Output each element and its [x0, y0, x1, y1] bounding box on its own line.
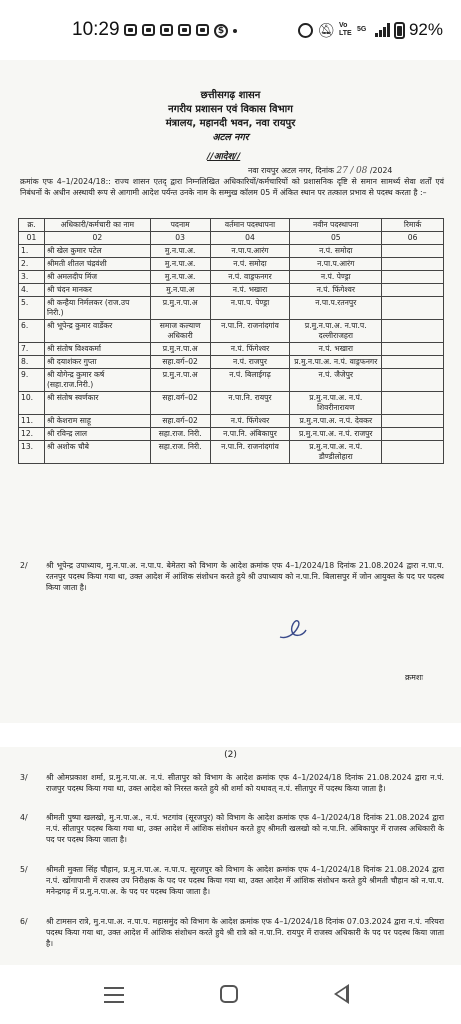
employee-name: श्री संतोष स्वर्णकार — [44, 392, 150, 415]
notification-app-icon — [178, 24, 191, 36]
date-prefix: नवा रायपुर अटल नगर, दिनांक — [248, 166, 334, 175]
remark — [382, 271, 444, 284]
employee-name: श्री रविन्द्र लाल — [44, 428, 150, 441]
col-number: 03 — [150, 232, 210, 245]
para-text: श्री भूपेन्द्र उपाध्याय, मु.न.पा.अ. न.पा.प. बेमेतरा को विभाग के आदेश क्रमांक एफ 4–1/2024/18 दिनांक 21.08.2024 द्वारा न.पा.प. रतनपुर पदस्थ किया गया था, उक्त आदेश में आंशिक संशोधन करते हुये श्री उपाध्याय को न.पा.नि. बिलासपुर में जोन आयुक्त के पद पर पदस्थ किया जाता है। — [46, 561, 444, 592]
table-row — [19, 415, 444, 428]
table-row — [19, 392, 444, 415]
para-number: 6/ — [20, 917, 28, 926]
employee-name: श्री चंदन मानकर — [44, 284, 150, 297]
table-colnum-row — [19, 232, 444, 245]
para-text: श्रीमती मुक्ता सिंह चौहान, प्र.मु.न.पा.अ. न.पा.प. सूरजपुर को विभाग के आदेश क्रमांक एफ 4–1/2024/18 दिनांक 21.08.2024 द्वारा न.पं. खोंगापानी में राजस्व उप निरीक्षक के पद पर पदस्थ किया गया था, उक्त आदेश में आंशिक संशोधन करते हुये श्रीमती चौहान को न.पा.प. मनेन्द्रगढ़ में प्र.मु.न.पा.अ. के पद पर पदस्थ किया जाता है। — [46, 865, 444, 896]
new-posting: प्र.मु.न.पा.अ. न.पं. डौण्डीलोहारा — [290, 441, 382, 464]
remark — [382, 428, 444, 441]
col-number: 02 — [44, 232, 150, 245]
more-notifications-dot-icon — [233, 29, 237, 33]
header-city: अटल नगर — [212, 132, 249, 143]
remark — [382, 441, 444, 464]
remark — [382, 320, 444, 343]
new-posting: न.पा.प.रतनपुर — [290, 297, 382, 320]
new-posting: न.पं. जैजेपुर — [290, 369, 382, 392]
row-number: 2. — [19, 258, 45, 271]
date-day: 27 — [336, 166, 348, 176]
remark — [382, 297, 444, 320]
row-number: 6. — [19, 320, 45, 343]
order-intro: क्रमांक एफ 4–1/2024/18:: राज्य शासन एतद् द्वारा निम्नलिखित अधिकारियों/कर्मचारियों को प्रशासनिक दृष्टि से समान सामर्थ्य सेवा शर्तों एवं निबंधनों के अधीन अस्थायी रूप से आगामी आदेश पर्यन्त उनके नाम के सम्मुख कॉलम 05 में अंकित स्थान पर तत्काल प्रभाव से पदस्थ करता है :– — [20, 177, 444, 197]
new-posting: न.पं. फिंगेश्वर — [290, 284, 382, 297]
current-posting: न.पं. फिंगेश्वर — [210, 415, 290, 428]
table-row — [19, 320, 444, 343]
current-posting: न.पं. समोदा — [210, 258, 290, 271]
status-bar — [0, 0, 461, 60]
employee-name: श्री भूपेन्द्र कुमार वार्डेकर — [44, 320, 150, 343]
volte-indicator: Vo LTE — [338, 22, 352, 37]
row-number: 12. — [19, 428, 45, 441]
table-row — [19, 441, 444, 464]
new-posting: प्र.मु.न.पा.अ. न.पं. देवकर — [290, 415, 382, 428]
table-row — [19, 356, 444, 369]
col-header: नवीन पदस्थापना — [290, 219, 382, 232]
designation: सहा.राज. निरी. — [150, 441, 210, 464]
new-posting: प्र.मु.न.पा.अ. न.पं. राजपुर — [290, 428, 382, 441]
battery-icon — [394, 22, 405, 39]
date-year: /2024 — [369, 166, 393, 175]
employee-name: श्री संतोष विश्वकर्मा — [44, 343, 150, 356]
col-header: पदनाम — [150, 219, 210, 232]
header-ministry: मंत्रालय, महानदी भवन, नवा रायपुर — [165, 118, 296, 129]
employee-name: श्रीमती शीतल चंद्रवंशी — [44, 258, 150, 271]
table-row — [19, 428, 444, 441]
document-page[interactable] — [0, 60, 461, 965]
table-row — [19, 271, 444, 284]
notification-app-icon — [142, 24, 155, 36]
dollar-icon: $ — [214, 24, 228, 38]
para-text: श्रीमती पुष्पा खलखो, मु.न.पा.अ., न.पं. भटगांव (सूरजपुर) को विभाग के आदेश क्रमांक एफ 4–1/2024/18 दिनांक 21.08.2024 द्वारा न.पं. सीतापुर पदस्थ किया गया था, उक्त आदेश में आंशिक संशोधन करते हुए श्रीमती खलखो को न.पा.नि. अंबिकापुर में राजस्व अधिकारी के पद पर पदस्थ किया जाता है। — [46, 813, 444, 844]
new-posting: न.पा.प.आरंग — [290, 258, 382, 271]
signal-icon — [375, 23, 390, 37]
new-posting: प्र.मु.न.पा.अ. न.पा.प. दल्लीराजहरा — [290, 320, 382, 343]
col-number: 04 — [210, 232, 290, 245]
posting-table — [18, 218, 444, 464]
current-posting: न.पा.नि. राजनांदगांव — [210, 441, 290, 464]
network-type: 5G — [356, 26, 367, 33]
row-number: 10. — [19, 392, 45, 415]
recents-icon[interactable] — [104, 987, 124, 1003]
table-row — [19, 369, 444, 392]
current-posting: न.पा.प.आरंग — [210, 245, 290, 258]
current-posting: न.पा.प. पेण्ड्रा — [210, 297, 290, 320]
remark — [382, 245, 444, 258]
designation: मु.न.पा.अ. — [150, 258, 210, 271]
remark — [382, 356, 444, 369]
current-posting: न.पं. राजपुर — [210, 356, 290, 369]
designation: सहा.राज. निरी. — [150, 428, 210, 441]
para-number: 5/ — [20, 865, 28, 874]
new-posting: न.पं. पेण्ड्रा — [290, 271, 382, 284]
row-number: 5. — [19, 297, 45, 320]
current-posting: न.पं. बिलाईगढ़ — [210, 369, 290, 392]
designation: सहा.वर्ग–02 — [150, 392, 210, 415]
back-icon[interactable] — [334, 984, 349, 1004]
para-number: 4/ — [20, 813, 28, 822]
designation: सहा.वर्ग–02 — [150, 415, 210, 428]
table-row — [19, 258, 444, 271]
employee-name: श्री दयाशंकर गुप्ता — [44, 356, 150, 369]
designation: प्र.मु.न.पा.अ — [150, 343, 210, 356]
row-number: 13. — [19, 441, 45, 464]
row-number: 9. — [19, 369, 45, 392]
designation: मु.न.पा.अ. — [150, 245, 210, 258]
designation: समाज कल्याण अधिकारी — [150, 320, 210, 343]
employee-name: श्री योगेन्द्र कुमार कर्ष (सहा.राज.निरी.) — [44, 369, 150, 392]
notification-app-icon — [124, 24, 137, 36]
header-govt: छत्तीसगढ़ शासन — [200, 90, 261, 101]
para-2 — [20, 560, 444, 593]
remark — [382, 392, 444, 415]
remark — [382, 415, 444, 428]
new-posting: प्र.मु.न.पा.अ. न.पं. शिवरीनारायण — [290, 392, 382, 415]
row-number: 8. — [19, 356, 45, 369]
order-date: नवा रायपुर अटल नगर, दिनांक 27 / 08 /2024 — [248, 166, 393, 176]
remark — [382, 258, 444, 271]
col-number: 05 — [290, 232, 382, 245]
para-5 — [20, 864, 444, 897]
para-6 — [20, 916, 444, 949]
page-number: (2) — [224, 750, 237, 760]
new-posting: प्र.मु.न.पा.अ. न.पं. वाड्रफनगर — [290, 356, 382, 369]
para-4 — [20, 812, 444, 845]
designation: मु.न.पा.अ. — [150, 271, 210, 284]
header-department: नगरीय प्रशासन एवं विकास विभाग — [168, 104, 293, 115]
table-row — [19, 343, 444, 356]
row-number: 11. — [19, 415, 45, 428]
row-number: 4. — [19, 284, 45, 297]
continued-label: क्रमशः — [405, 673, 423, 682]
designation: सहा.वर्ग–02 — [150, 356, 210, 369]
order-title: //आदेश// — [207, 152, 241, 162]
current-posting: न.पा.नि. रायपुर — [210, 392, 290, 415]
col-header: क्र. — [19, 219, 45, 232]
current-posting: न.पं. फिंगेश्वर — [210, 343, 290, 356]
table-row — [19, 284, 444, 297]
signature-icon — [276, 615, 308, 643]
table-header-row — [19, 219, 444, 232]
current-posting: न.पा.नि. राजनांदगांव — [210, 320, 290, 343]
col-number: 06 — [382, 232, 444, 245]
remark — [382, 343, 444, 356]
designation: मु.न.पा.अ — [150, 284, 210, 297]
page-separator — [0, 723, 461, 747]
row-number: 1. — [19, 245, 45, 258]
table-row — [19, 297, 444, 320]
navigation-bar — [0, 965, 461, 1024]
notification-app-icon — [196, 24, 209, 36]
designation: प्र.मु.न.पा.अ — [150, 369, 210, 392]
row-number: 3. — [19, 271, 45, 284]
col-header: रिमार्क — [382, 219, 444, 232]
notification-icons — [124, 24, 237, 38]
employee-name: श्री कन्हैया निर्मलकर (राज.उप निरी.) — [44, 297, 150, 320]
employee-name: श्री खेल कुमार पटेल — [44, 245, 150, 258]
employee-name: श्री केशराम साहू — [44, 415, 150, 428]
para-3 — [20, 772, 444, 794]
para-number: 2/ — [20, 561, 28, 570]
date-month: 08 — [355, 166, 368, 176]
remark — [382, 284, 444, 297]
current-posting: न.पं. वाड्रफनगर — [210, 271, 290, 284]
row-number: 7. — [19, 343, 45, 356]
battery-percent: 92% — [408, 20, 443, 39]
para-text: श्री ओमप्रकाश शर्मा, प्र.मु.न.पा.अ. न.पं. सीतापुर को विभाग के आदेश क्रमांक एफ 4–1/2024/18 दिनांक 21.08.2024 द्वारा न.पं. राजपुर पदस्थ किया गया था, उक्त आदेश को निरस्त करते हुये श्री शर्मा को यथावत् न.पं. सीतापुर में पदस्थ किया जाता है। — [46, 773, 444, 793]
para-number: 3/ — [20, 773, 28, 782]
col-header: वर्तमान पदस्थापना — [210, 219, 290, 232]
mute-icon: 🔕︎ — [317, 21, 335, 38]
remark — [382, 369, 444, 392]
system-icons — [298, 20, 443, 40]
new-posting: न.पं. समोदा — [290, 245, 382, 258]
status-time: 10:29 — [72, 19, 120, 40]
current-posting: न.पं. भखारा — [210, 284, 290, 297]
col-number: 01 — [19, 232, 45, 245]
alarm-icon — [298, 23, 313, 38]
table-row — [19, 245, 444, 258]
designation: प्र.मु.न.पा.अ — [150, 297, 210, 320]
employee-name: श्री अमलदीप मिंज — [44, 271, 150, 284]
col-header: अधिकारी/कर्मचारी का नाम — [44, 219, 150, 232]
para-text: श्री टामसन रात्रे, मु.न.पा.अ. न.पा.प. महासमुंद को विभाग के आदेश क्रमांक एफ 4–1/2024/18 दिनांक 07.03.2024 द्वारा न.पं. नरियरा पदस्थ किया गया था, उक्त आदेश में आंशिक संशोधन करते हुये श्री रात्रे को न.पा.नि. रायपुर में राजस्व अधिकारी के पद पर पदस्थ किया जाता है। — [46, 917, 444, 948]
notification-app-icon — [160, 24, 173, 36]
home-icon[interactable] — [220, 985, 238, 1003]
new-posting: न.पं. भखारा — [290, 343, 382, 356]
current-posting: न.पा.नि. अंबिकापुर — [210, 428, 290, 441]
employee-name: श्री अशोक चौबे — [44, 441, 150, 464]
